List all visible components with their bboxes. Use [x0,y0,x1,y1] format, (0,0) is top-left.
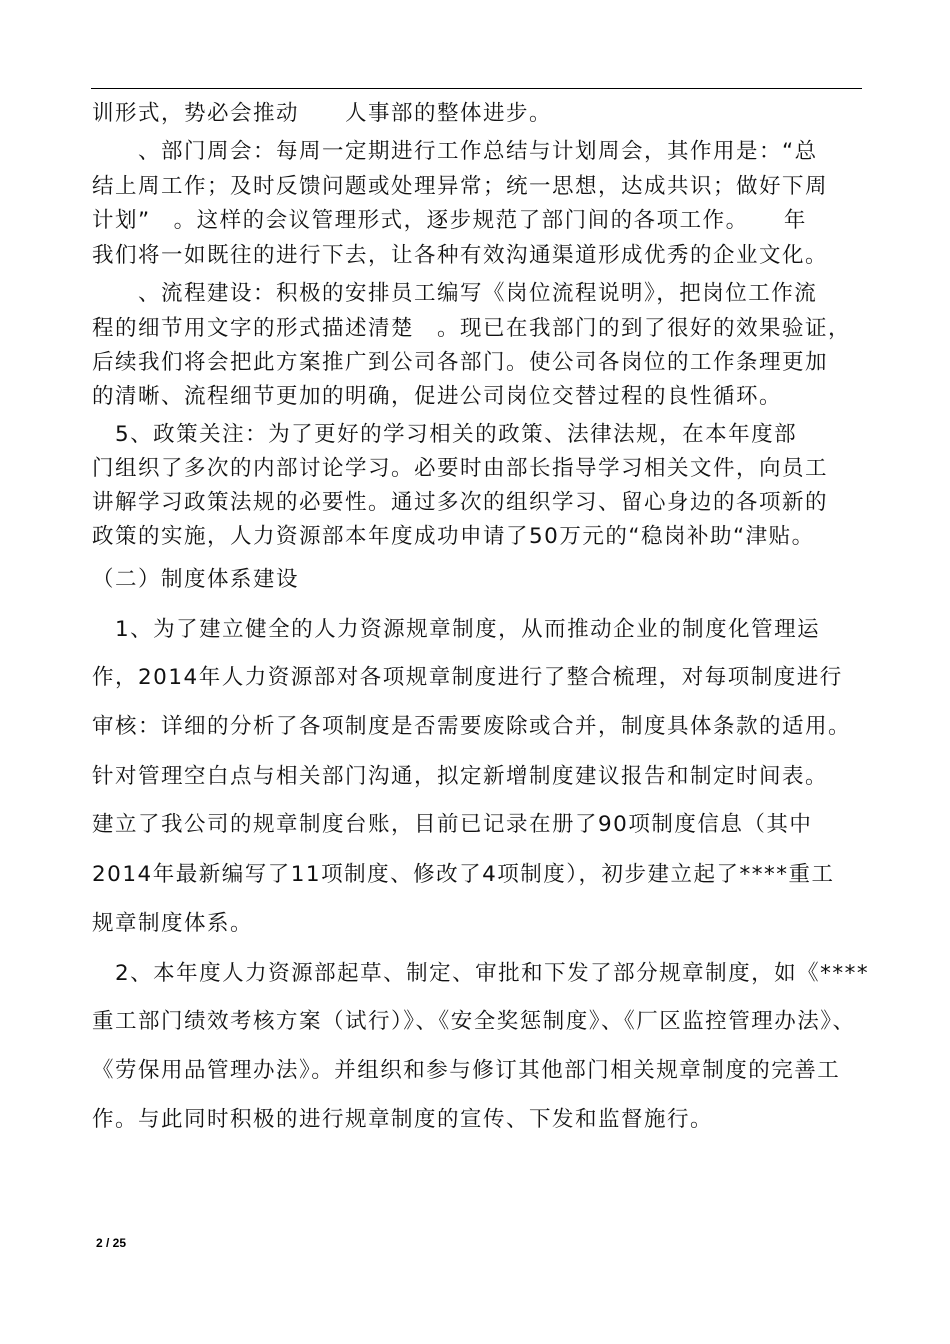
text-line: 作，2014年人力资源部对各项规章制度进行了整合梳理，对每项制度进行 [92,665,843,690]
text-line: 审核：详细的分析了各项制度是否需要废除或合并，制度具体条款的适用。 [92,714,852,739]
text-line: 政策的实施，人力资源部本年度成功申请了50万元的“稳岗补助“津贴。 [92,524,815,549]
header-rule [91,88,862,89]
text-line: 规章制度体系。 [92,911,254,936]
text-line: 门组织了多次的内部讨论学习。必要时由部长指导学习相关文件，向员工 [92,456,829,481]
text-line: 作。与此同时积极的进行规章制度的宣传、下发和监督施行。 [92,1107,714,1132]
text-line: 训形式，势必会推动 人事部的整体进步。 [92,101,553,126]
text-line: 讲解学习政策法规的必要性。通过多次的组织学习、留心身边的各项新的 [92,490,829,515]
text-line: 建立了我公司的规章制度台账，目前已记录在册了90项制度信息（其中 [92,812,813,837]
text-line: 的清晰、流程细节更加的明确，促进公司岗位交替过程的良性循环。 [92,384,783,409]
text-line: 《劳保用品管理办法》。并组织和参与修订其他部门相关规章制度的完善工 [92,1058,841,1083]
text-line: 重工部门绩效考核方案（试行）》、《安全奖惩制度》、《厂区监控管理办法》、 [92,1009,856,1034]
text-line: 结上周工作；及时反馈问题或处理异常；统一思想，达成共识；做好下周 [92,174,829,199]
section-heading: （二）制度体系建设 [92,567,300,592]
text-line: 1、为了建立健全的人力资源规章制度，从而推动企业的制度化管理运 [92,617,821,642]
text-line: 计划” 。这样的会议管理形式，逐步规范了部门间的各项工作。 年 [92,208,807,233]
text-line: 2014年最新编写了11项制度、修改了4项制度），初步建立起了****重工 [92,862,835,887]
text-line: 2、本年度人力资源部起草、制定、审批和下发了部分规章制度，如《**** [92,961,870,986]
text-line: 、部门周会：每周一定期进行工作总结与计划周会，其作用是：“总 [92,139,818,164]
text-line: 后续我们将会把此方案推广到公司各部门。使公司各岗位的工作条理更加 [92,350,829,375]
text-line: 针对管理空白点与相关部门沟通，拟定新增制度建议报告和制定时间表。 [92,764,829,789]
page-number: 2 / 25 [96,1236,127,1250]
text-line: 程的细节用文字的形式描述清楚 。现已在我部门的到了很好的效果验证， [92,316,852,341]
text-line: 、流程建设：积极的安排员工编写《岗位流程说明》，把岗位工作流 [92,281,818,306]
text-line: 5、政策关注：为了更好的学习相关的政策、法律法规，在本年度部 [92,422,798,447]
text-line: 我们将一如既往的进行下去，让各种有效沟通渠道形成优秀的企业文化。 [92,243,829,268]
